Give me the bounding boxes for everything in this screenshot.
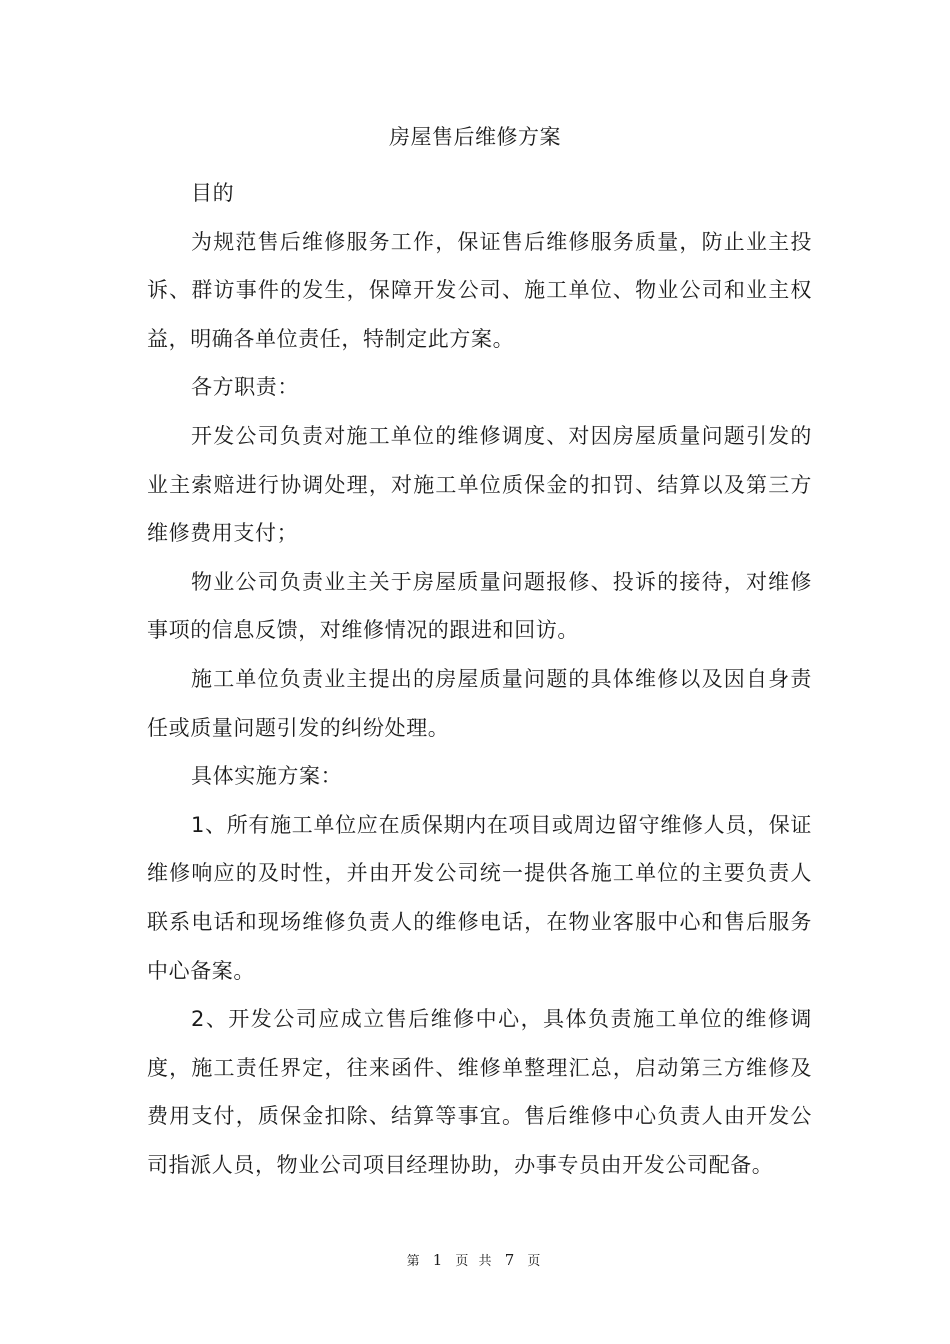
section-heading-responsibilities: 各方职责：: [191, 375, 299, 400]
paragraph-developer-duties: 开发公司负责对施工单位的维修调度、对因房屋质量问题引发的业主索赔进行协调处理，对施工单位质保金的扣罚、结算以及第三方维修费用支付；: [147, 423, 812, 546]
current-page-number: 1: [432, 1251, 446, 1269]
paragraph-purpose: 为规范售后维修服务工作，保证售后维修服务质量，防止业主投诉、群访事件的发生，保障开发公司、施工单位、物业公司和业主权益，明确各单位责任，特制定此方案。: [147, 229, 812, 351]
total-pages-number: 7: [504, 1251, 518, 1269]
paragraph-item-2: 2、开发公司应成立售后维修中心，具体负责施工单位的维修调度，施工责任界定，往来函件、维修单整理汇总，启动第三方维修及费用支付，质保金扣除、结算等事宜。售后维修中心负责人由开发公司指派人员，物业公司项目经理协助，办事专员由开发公司配备。: [147, 1007, 812, 1177]
footer-prefix: 第: [406, 1254, 423, 1269]
paragraph-contractor-duties: 施工单位负责业主提出的房屋质量问题的具体维修以及因自身责任或质量问题引发的纠纷处理。: [147, 666, 812, 740]
footer-middle: 页 共: [455, 1254, 495, 1269]
footer-suffix: 页: [527, 1254, 544, 1269]
paragraph-property-duties: 物业公司负责业主关于房屋质量问题报修、投诉的接待，对维修事项的信息反馈，对维修情况的跟进和回访。: [147, 569, 812, 643]
paragraph-item-1: 1、所有施工单位应在质保期内在项目或周边留守维修人员，保证维修响应的及时性，并由开发公司统一提供各施工单位的主要负责人联系电话和现场维修负责人的维修电话，在物业客服中心和售后服务中心备案。: [147, 812, 812, 983]
section-heading-purpose: 目的: [191, 181, 235, 205]
page-footer: [0, 1250, 950, 1272]
document-title: 房屋售后维修方案: [389, 125, 561, 149]
document-body: [147, 169, 812, 1189]
section-heading-implementation: 具体实施方案：: [191, 764, 343, 789]
